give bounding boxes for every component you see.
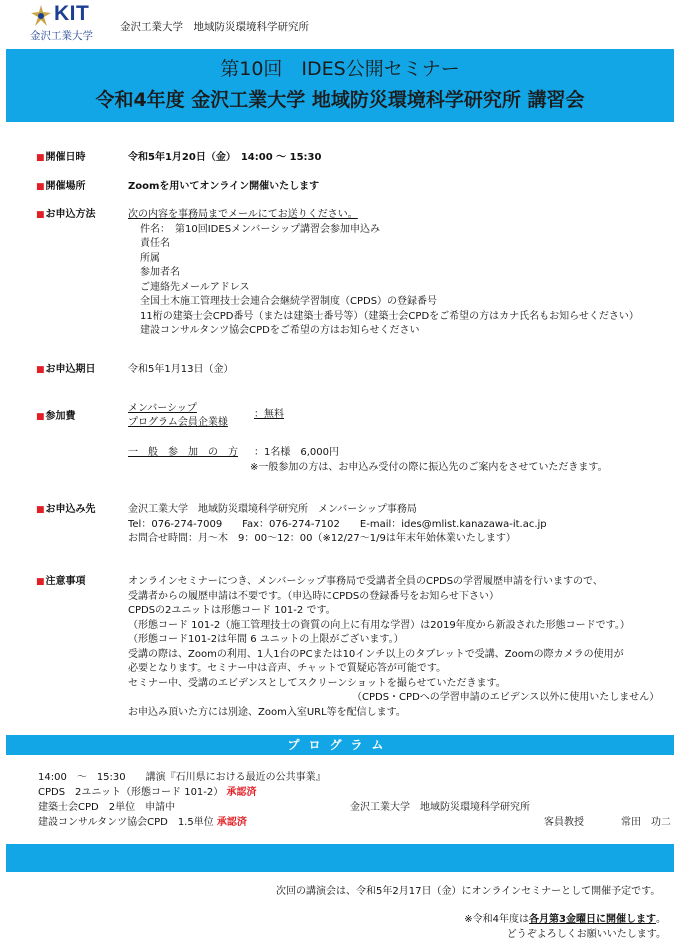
fee-note: ※一般参加の方は、お申込み受付の際に振込先のご案内をさせていただきます。 (250, 462, 608, 473)
footer-note-emphasis: 各月第3金曜日に開催します (529, 914, 656, 925)
bottom-band (6, 844, 674, 872)
application-item: 全国土木施工管理技士会連合会継続学習制度（CPDS）の登録番号 (140, 296, 438, 307)
notes-line: CPDSの2ユニットは形態コード 101-2 です。 (128, 605, 336, 616)
notes-line: セミナー中、受講のエビデンスとしてスクリーンショットを撮らせていただきます。 (128, 677, 506, 689)
schedule-value: 令和5年1月20日（金） 14:00 ～ 15:30 (128, 152, 322, 163)
fee-member-price: ：無料 (254, 409, 284, 420)
contact-label: ■ お申込み先 (36, 503, 96, 518)
fee-member (128, 402, 228, 430)
kit-emblem-icon (30, 4, 52, 28)
program-arch: 建築士会CPD 2単位 申請中 (38, 802, 176, 813)
notes-line: 受講者からの履歴申請は不要です。（申込時にCPDSの登録番号をお知らせ下さい） (128, 590, 499, 602)
notes-label: ■ 注意事項 (36, 575, 86, 590)
title-line-2: 令和4年度 金沢工業大学 地域防災環境科学研究所 講習会 (95, 89, 585, 111)
logo-text: KIT (54, 2, 90, 25)
program-cpds-status: 承認済 (226, 787, 257, 798)
footer-note (464, 913, 666, 928)
notes-line: （形態コード 101-2（施工管理技士の資質の向上に有用な学習）は2019年度から新設された形態コードです。） (128, 619, 630, 631)
contact-block (128, 503, 547, 547)
application-item: 件名： 第10回IDESメンバーシップ講習会参加申込み (140, 223, 380, 235)
fee-general: 一 般 参 加 の 方 (128, 447, 238, 458)
schedule-label: ■ 開催日時 (36, 151, 86, 166)
program-consul-text: 建設コンサルタンツ協会CPD 1.5単位 (38, 817, 214, 828)
notes-line: オンラインセミナーにつき、メンバーシップ事務局で受講者全員のCPDSの学習履歴申請を行いますので、 (128, 576, 603, 587)
deadline-value: 令和5年1月13日（金） (128, 364, 234, 375)
program-cpds (38, 786, 256, 801)
fee-member-line-2: プログラム会員企業様 (128, 417, 228, 428)
notes-line: （形態コード101-2は年間 6 ユニットの上限がございます。） (128, 634, 404, 645)
venue-value: Zoomを用いてオンライン開催いたします (128, 181, 320, 192)
notes-line: 受講の際は、Zoomの利用、1人1台のPCまたは10インチ以上のタブレットで受講、Zoomの際カメラの使用が (128, 648, 624, 660)
application-intro: 次の内容を事務局までメールにてお送りください。 (128, 209, 358, 220)
footer-next: 次回の講演会は、令和5年2月17日（金）にオンラインセミナーとして開催予定です。 (276, 886, 661, 897)
application-item: 参加者名 (140, 267, 180, 278)
contact-tel-fax-email: Tel：076-274-7009 Fax：076-274-7102 E-mail：ides@mlist.kanazawa-it.ac.jp (128, 518, 547, 530)
fee-member-line-1: メンバーシップ (128, 403, 197, 414)
logo-university: 金沢工業大学 (30, 30, 93, 42)
application-item: 建設コンサルタンツ協会CPDをご希望の方はお知らせください (140, 325, 420, 336)
notes-block (128, 575, 659, 720)
header-organization: 金沢工業大学 地域防災環境科学研究所 (120, 21, 309, 33)
venue-label: ■ 開催場所 (36, 180, 86, 195)
fee-label: ■ 参加費 (36, 410, 76, 425)
notes-line: お申込み頂いた方には別途、Zoom入室URL等を配信します。 (128, 706, 406, 718)
fee-general-price: ：1名様 6,000円 (254, 447, 339, 458)
application-item: 責任名 (140, 238, 170, 249)
program-consul-status: 承認済 (216, 817, 247, 828)
title-line-1: 第10回 IDES公開セミナー (220, 58, 460, 80)
application-item: 11桁の建築士会CPD番号（または建築士番号等）（建築士会CPDをご希望の方はカナ氏名もお知らせください） (140, 310, 639, 322)
program-cpds-text: CPDS 2ユニット（形態コード 101-2） (38, 787, 224, 798)
contact-org: 金沢工業大学 地域防災環境科学研究所 メンバーシップ事務局 (128, 504, 417, 515)
speaker-name: 常田 功二 (621, 817, 671, 828)
deadline-label: ■ お申込期日 (36, 363, 96, 378)
program-consul (38, 816, 247, 831)
kit-logo (14, 2, 114, 46)
application-block (128, 208, 639, 339)
program-time: 14:00 ～ 15:30 講演『石川県における最近の公共事業』 (38, 772, 326, 783)
speaker-title: 客員教授 (544, 817, 584, 828)
notes-line: 必要となります。セミナー中は音声、チャットで質疑応答が可能です。 (128, 663, 447, 674)
speaker-org: 金沢工業大学 地域防災環境科学研究所 (350, 802, 530, 813)
footer-closing: どうぞよろしくお願いいたします。 (506, 929, 666, 940)
title-band (6, 49, 674, 122)
contact-hours: お問合せ時間：月～木 9：00～12：00（※12/27～1/9は年末年始休業いたします） (128, 533, 516, 544)
application-item: ご連絡先メールアドレス (140, 281, 250, 293)
application-label: ■ お申込方法 (36, 208, 96, 223)
footer-note-suffix: 。 (656, 914, 666, 925)
application-item: 所属 (140, 252, 160, 264)
program-heading: プログラム (6, 735, 674, 755)
footer-note-prefix: ※令和4年度は (464, 914, 530, 925)
notes-line: （CPDS・CPDへの学習申請のエビデンス以外に使用いたしません） (352, 692, 660, 703)
